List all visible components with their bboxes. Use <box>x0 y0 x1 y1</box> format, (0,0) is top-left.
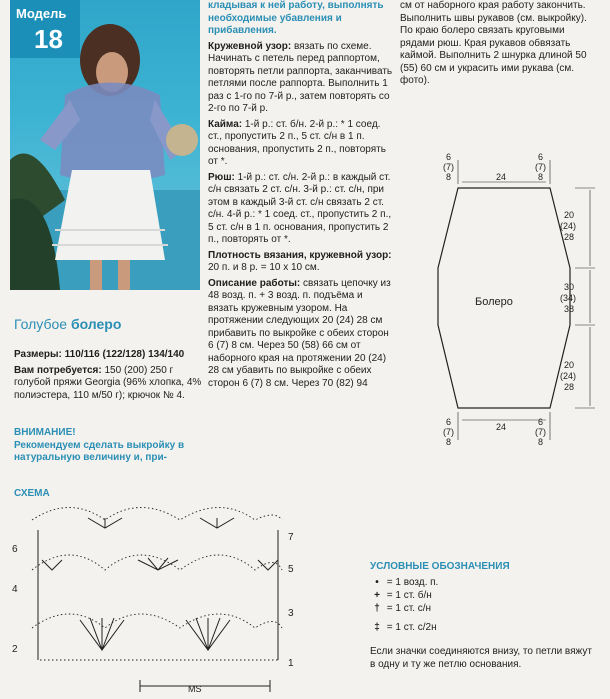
bottom-right-3: 8 <box>538 437 544 447</box>
legend-text-tr: = 1 ст. с/2н <box>386 622 437 633</box>
page-title <box>14 316 121 332</box>
top-right-3: 8 <box>538 172 544 182</box>
warning-label: ВНИМАНИЕ! <box>14 427 76 438</box>
ruffle-text: 1-й р.: ст. с/н. 2-й р.: в каждый ст. с/н связать 2 ст. с/н. 3-й р.: ст. с/н, при этом в каждый 3-й ст. с/н связать 2 ст. с/н. 4-й р.: * 1 соед. ст., пропустить 2 п., 5 ст. с/н в 1 п. основания, пропустить 2 п., повторять от *. <box>208 171 392 245</box>
legend-symbol-tr: ‡ <box>374 622 380 633</box>
lace-text: вязать по схеме. Начинать с петель перед раппортом, повторять петли раппорта, заканчивать петлями после раппорта. Выполнить 1 раз с 1-го по 7-й р., затем повторять со 2-го по 7-й р. <box>208 40 393 114</box>
side-middle-3: 38 <box>564 304 575 314</box>
materials-label: Вам потребуется: <box>14 364 102 376</box>
edge-text: 1-й р.: ст. б/н. 2-й р.: * 1 соед. ст., пропустить 2 п., 5 ст. с/н в 1 п. основания, пропустить 2 п., повторять от *. <box>208 118 386 167</box>
legend-note: Если значки соединяются внизу, то петли вяжут в одну и ту же петлю основания. <box>370 646 592 670</box>
side-upper-2: (24) <box>560 221 577 231</box>
model-tag <box>10 0 80 58</box>
instructions-column-2 <box>208 0 394 393</box>
row-label-7: 7 <box>288 532 294 543</box>
bottom-left-3: 8 <box>446 437 452 447</box>
top-right-1: 6 <box>538 152 544 162</box>
bottom-left-2: (7) <box>443 427 454 437</box>
warning-text: Рекомендуем сделать выкройку в натуральную величину и, при- <box>14 439 185 463</box>
side-middle-1: 30 <box>564 282 575 292</box>
legend-item-sc <box>370 590 432 601</box>
side-lower-2: (24) <box>560 371 577 381</box>
side-middle-2: (34) <box>560 293 577 303</box>
top-width: 24 <box>496 172 507 182</box>
bottom-right-2: (7) <box>535 427 546 437</box>
instructions-column-3 <box>400 0 600 91</box>
work-text: связать цепочку из 48 возд. п. + 3 возд. п. подъёма и вязать кружевным узором. На протяжении следующих 20 (24) 28 см прибавить по выкройке с обеих сторон 6 (7) 8 см. Через 50 (58) 66 см от наборного края на протяжении 20 (24) 28 см убавить по выкройке с обеих сторон 6 (7) 8 см. Через 70 (82) 94 <box>208 277 391 389</box>
bottom-right-1: 6 <box>538 417 544 427</box>
side-upper-3: 28 <box>564 232 575 242</box>
legend-symbol-sc: + <box>374 590 380 601</box>
row-label-1: 1 <box>288 658 294 669</box>
top-left-1: 6 <box>446 152 452 162</box>
row-label-5: 5 <box>288 564 294 575</box>
model-label: Модель <box>16 6 67 21</box>
crochet-scheme <box>10 500 300 696</box>
col3-text: см от наборного края работу закончить. Выполнить швы рукавов (см. выкройку). По краю болеро связать круговыми рядами рюш. Края рукавов обвязать каймой. Выполнить 2 шнурка длиной 50 (55) 60 см и украсить ими рукава (см. фото). <box>400 0 587 86</box>
lace-label: Кружевной узор: <box>208 40 292 52</box>
side-lower-3: 28 <box>564 382 575 392</box>
bottom-width: 24 <box>496 422 507 432</box>
pattern-label: Болеро <box>475 296 513 308</box>
legend-text-chain: = 1 возд. п. <box>386 577 439 588</box>
sizes-value: 110/116 (122/128) 134/140 <box>64 349 185 360</box>
row-label-3: 3 <box>288 608 294 619</box>
legend-item-chain <box>370 577 438 588</box>
model-number: 18 <box>34 24 63 54</box>
top-left-3: 8 <box>446 172 452 182</box>
title-bold: болеро <box>70 316 122 332</box>
top-right-2: (7) <box>535 162 546 172</box>
work-label: Описание работы: <box>208 277 301 289</box>
legend-item-tr <box>370 622 437 633</box>
model-photo <box>10 0 200 290</box>
legend-text-dc: = 1 ст. с/н <box>386 603 432 614</box>
bolero-pattern-diagram <box>410 150 605 455</box>
side-upper-1: 20 <box>564 210 575 220</box>
legend-title: УСЛОВНЫЕ ОБОЗНАЧЕНИЯ <box>370 561 510 572</box>
intro-text: кладывая к ней работу, выполнять необходимые убавления и прибавления. <box>208 0 384 36</box>
density-text: 20 п. и 8 р. = 10 х 10 см. <box>208 262 320 273</box>
title-prefix: Голубое <box>14 316 68 332</box>
legend-text-sc: = 1 ст. б/н <box>386 590 432 601</box>
top-left-2: (7) <box>443 162 454 172</box>
edge-label: Кайма: <box>208 118 243 130</box>
row-label-2: 2 <box>12 644 18 655</box>
scheme-title: СХЕМА <box>14 488 50 499</box>
warning-block <box>14 427 202 465</box>
sizes-label: Размеры: <box>14 349 62 360</box>
row-label-4: 4 <box>12 584 18 595</box>
legend-symbol-chain: • <box>375 577 379 588</box>
bottom-left-1: 6 <box>446 417 452 427</box>
side-lower-1: 20 <box>564 360 575 370</box>
row-label-6: 6 <box>12 544 18 555</box>
materials-block <box>14 349 202 405</box>
legend-symbol-dc: † <box>374 603 380 614</box>
legend-item-dc <box>370 603 431 614</box>
repeat-label: MS <box>188 684 202 694</box>
ruffle-label: Рюш: <box>208 171 235 183</box>
density-label: Плотность вязания, кружевной узор: <box>208 249 392 261</box>
materials-value: 150 (200) 250 г голубой пряжи Georgia (96% хлопка, 4% полиэстера, 110 м/50 г); крючок № 4. <box>14 364 202 401</box>
